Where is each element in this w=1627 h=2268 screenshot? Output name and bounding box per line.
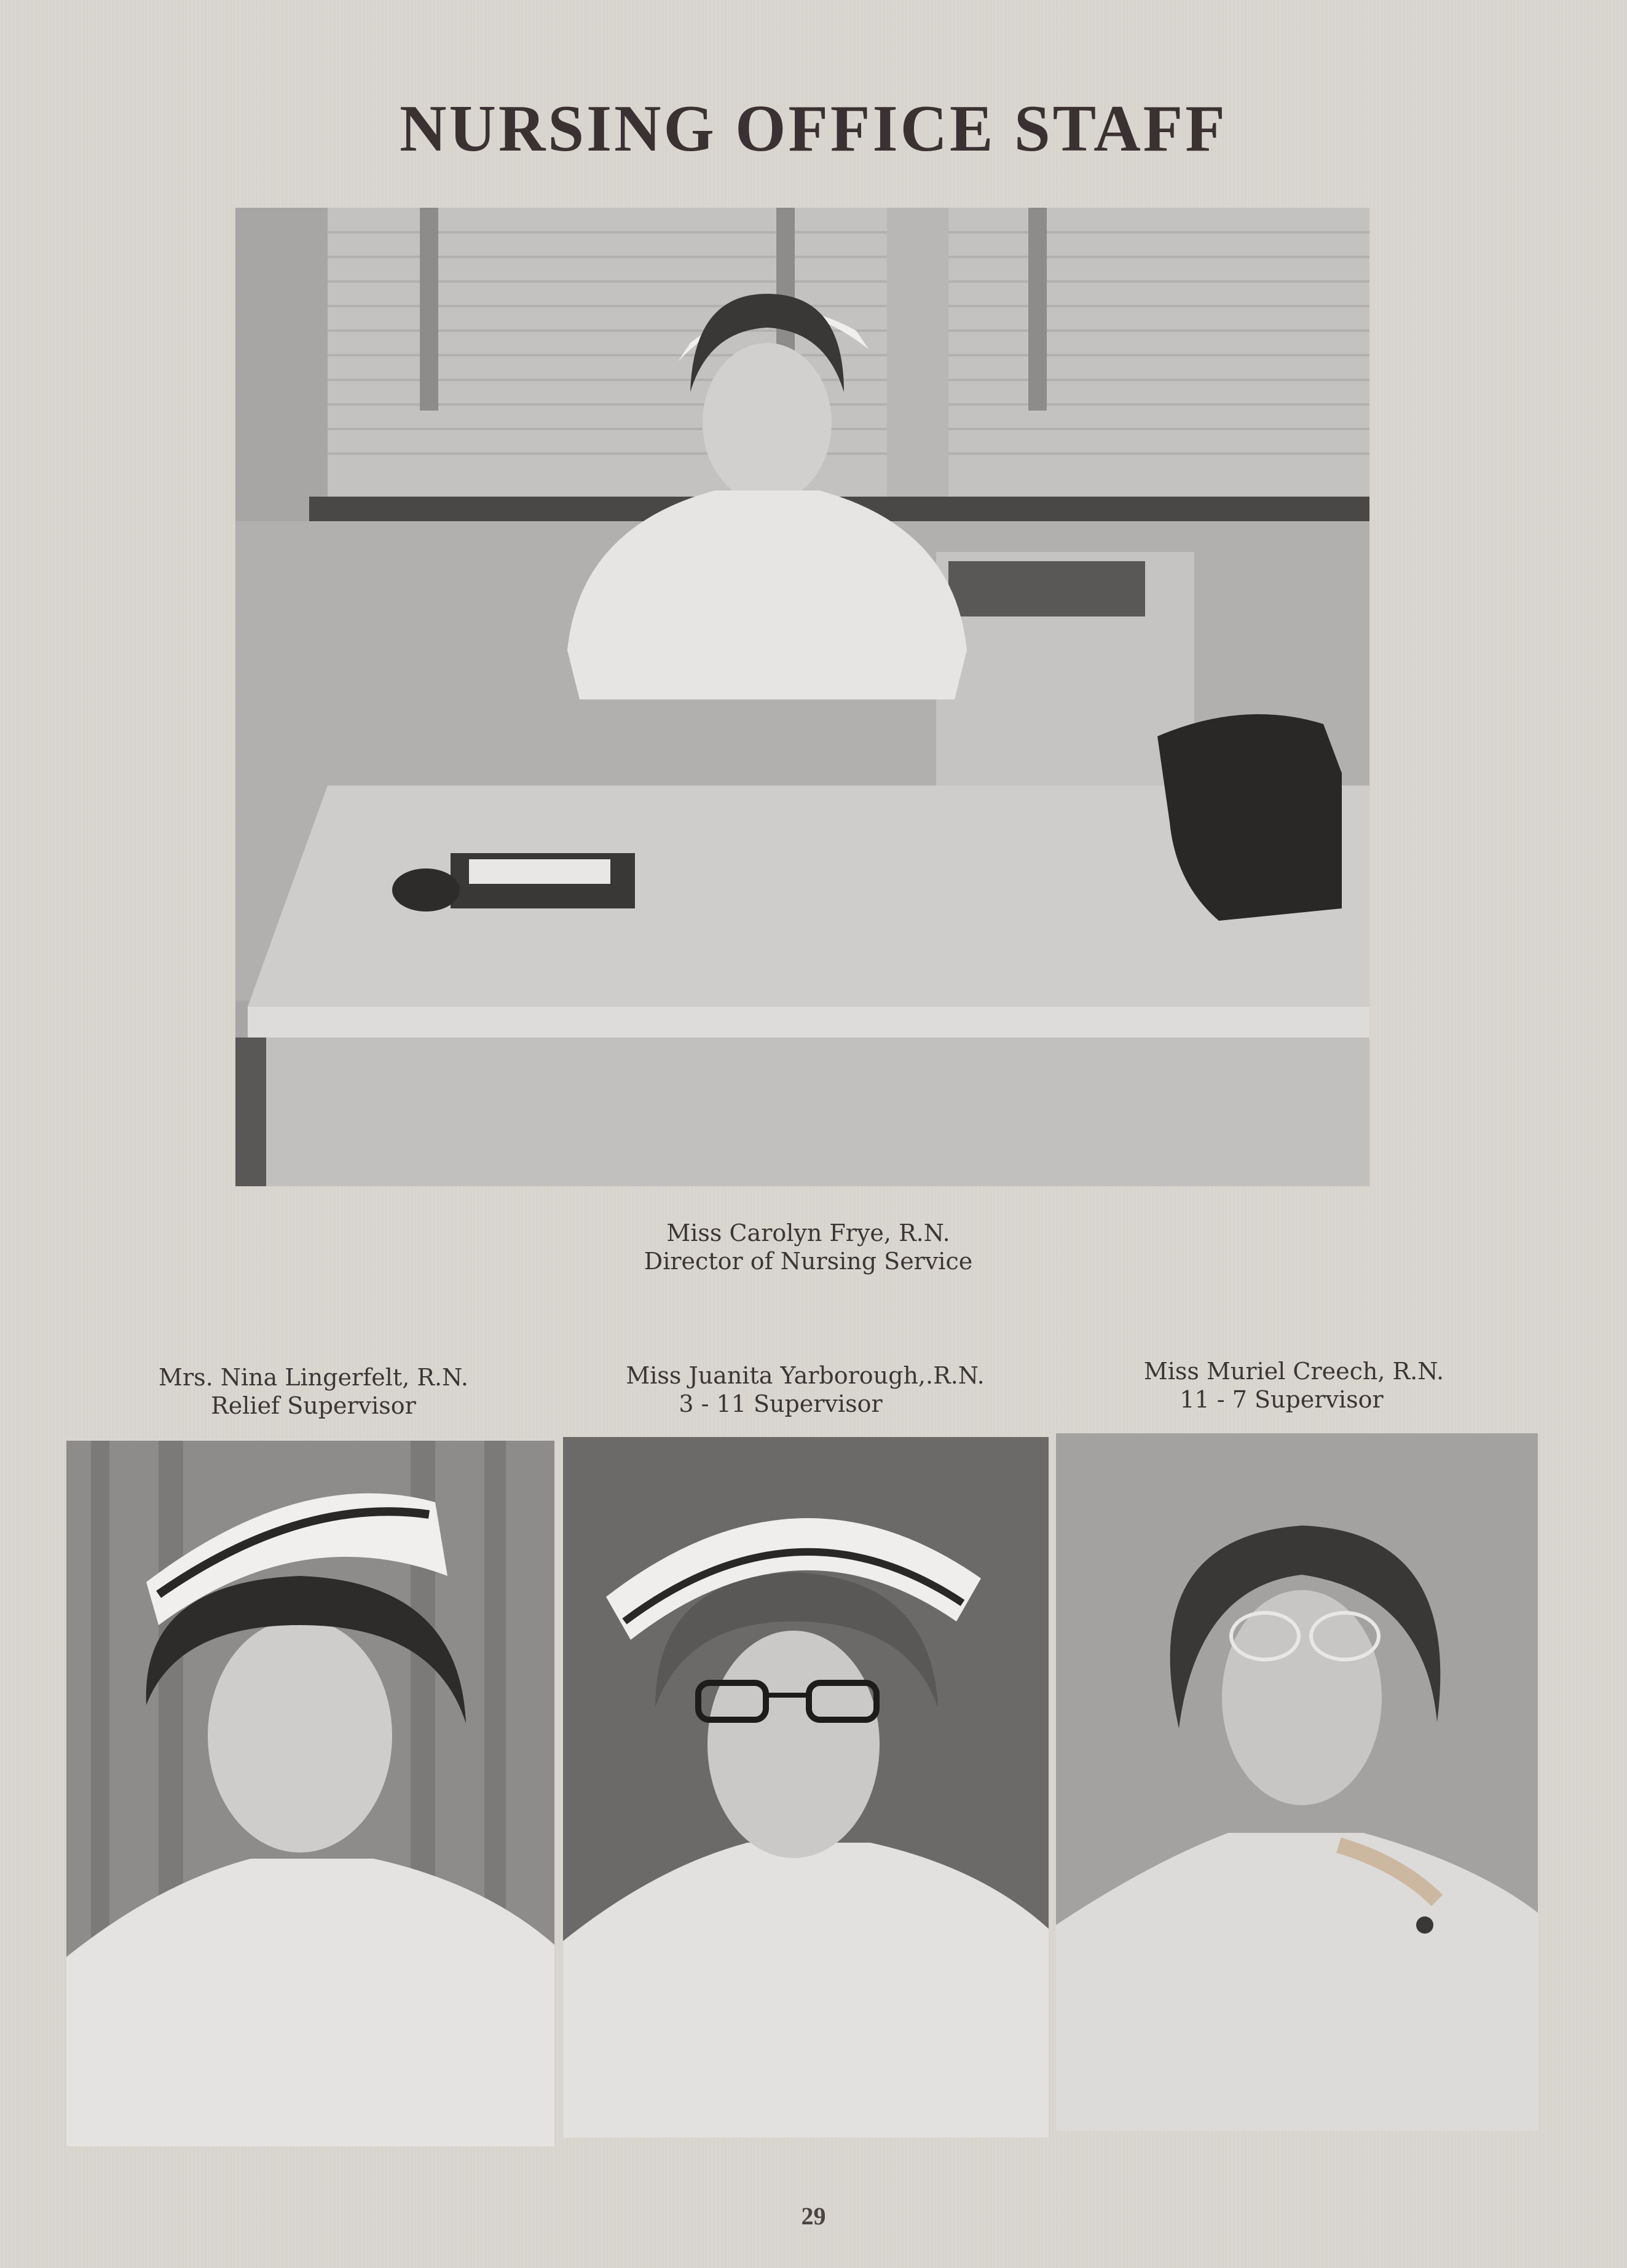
featured-caption (541, 1219, 1076, 1275)
portrait-image (66, 1441, 554, 2146)
staff-name: Miss Juanita Yarborough,.R.N. (626, 1362, 985, 1389)
staff-caption-creech (1073, 1357, 1515, 1414)
staff-role: 3 - 11 Supervisor (679, 1390, 883, 1417)
staff-photo-lingerfelt (66, 1441, 554, 2146)
staff-role: Relief Supervisor (211, 1392, 416, 1419)
portrait-image (1056, 1433, 1538, 2131)
staff-name: Mrs. Nina Lingerfelt, R.N. (159, 1364, 468, 1391)
staff-caption-lingerfelt (92, 1363, 535, 1420)
page-title: NURSING OFFICE STAFF (400, 92, 1227, 165)
portrait-image (563, 1437, 1049, 2138)
staff-role: 11 - 7 Supervisor (1180, 1386, 1384, 1413)
staff-photo-yarborough (563, 1437, 1049, 2138)
featured-photo (235, 208, 1369, 1186)
page-number: 29 (801, 2202, 826, 2230)
staff-photo-creech (1056, 1433, 1538, 2131)
featured-role: Director of Nursing Service (644, 1248, 973, 1275)
featured-name: Miss Carolyn Frye, R.N. (666, 1219, 950, 1246)
office-desk-photo-image (235, 208, 1369, 1186)
staff-caption-yarborough (572, 1361, 1039, 1418)
staff-name: Miss Muriel Creech, R.N. (1143, 1358, 1444, 1385)
